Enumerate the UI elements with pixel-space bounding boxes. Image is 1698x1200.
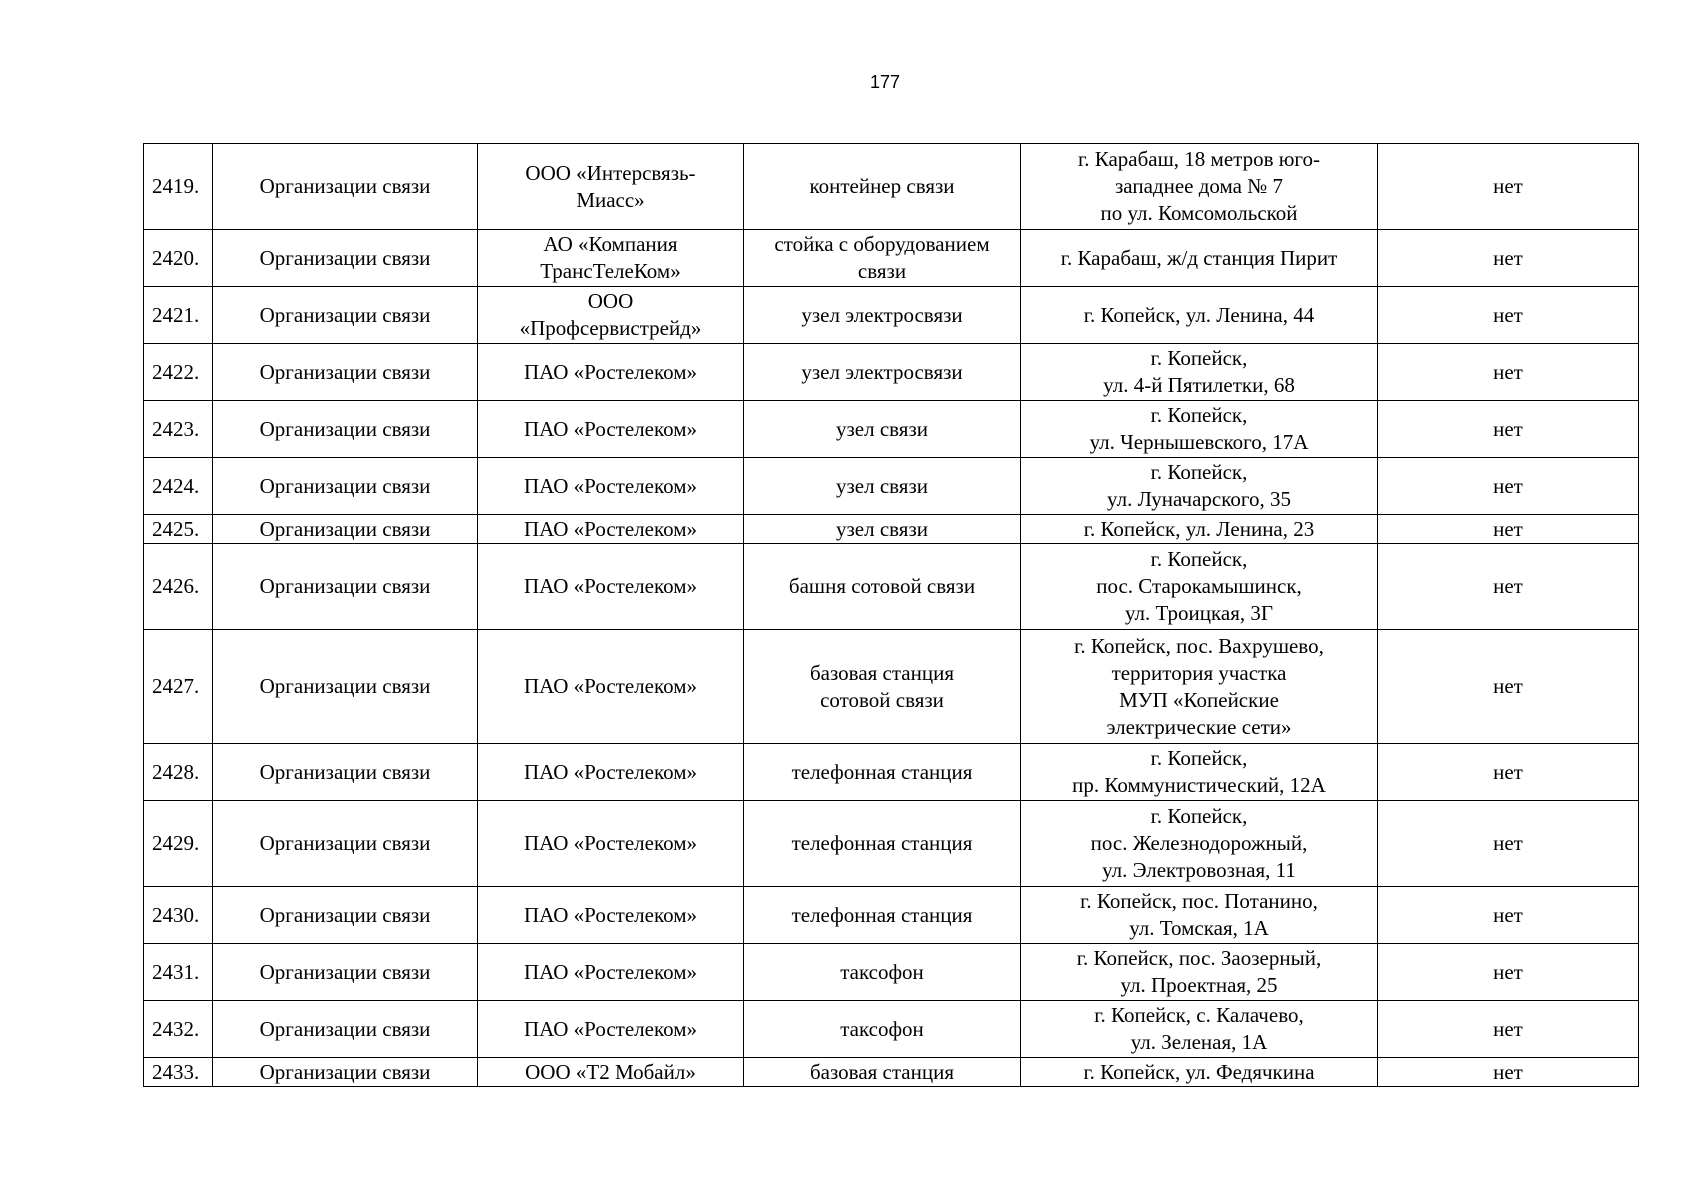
object-type-cell: узел связи	[744, 401, 1021, 458]
organization-cell: ПАО «Ростелеком»	[478, 744, 744, 801]
category-cell: Организации связи	[213, 230, 478, 287]
table-row	[144, 801, 1639, 887]
row-number: 2423.	[144, 401, 213, 458]
category-cell: Организации связи	[213, 144, 478, 230]
row-number: 2425.	[144, 515, 213, 544]
table-row	[144, 744, 1639, 801]
table-row	[144, 944, 1639, 1001]
value-cell: нет	[1378, 944, 1639, 1001]
address-cell: г. Копейск, ул. Ленина, 23	[1021, 515, 1378, 544]
organization-cell: ПАО «Ростелеком»	[478, 887, 744, 944]
table-row	[144, 544, 1639, 630]
address-cell: г. Копейск, с. Калачево, ул. Зеленая, 1А	[1021, 1001, 1378, 1058]
value-cell: нет	[1378, 1058, 1639, 1087]
organization-cell: ООО «Интерсвязь- Миасс»	[478, 144, 744, 230]
value-cell: нет	[1378, 401, 1639, 458]
organization-cell: ПАО «Ростелеком»	[478, 515, 744, 544]
category-cell: Организации связи	[213, 630, 478, 744]
row-number: 2424.	[144, 458, 213, 515]
organization-cell: ПАО «Ростелеком»	[478, 344, 744, 401]
organization-cell: ПАО «Ростелеком»	[478, 544, 744, 630]
address-cell: г. Копейск, пр. Коммунистический, 12А	[1021, 744, 1378, 801]
value-cell: нет	[1378, 630, 1639, 744]
row-number: 2428.	[144, 744, 213, 801]
category-cell: Организации связи	[213, 887, 478, 944]
value-cell: нет	[1378, 1001, 1639, 1058]
table-row	[144, 1001, 1639, 1058]
object-type-cell: узел электросвязи	[744, 344, 1021, 401]
row-number: 2421.	[144, 287, 213, 344]
address-cell: г. Копейск, ул. Ленина, 44	[1021, 287, 1378, 344]
category-cell: Организации связи	[213, 744, 478, 801]
category-cell: Организации связи	[213, 287, 478, 344]
address-cell: г. Карабаш, ж/д станция Пирит	[1021, 230, 1378, 287]
category-cell: Организации связи	[213, 515, 478, 544]
row-number: 2433.	[144, 1058, 213, 1087]
row-number: 2429.	[144, 801, 213, 887]
value-cell: нет	[1378, 744, 1639, 801]
object-type-cell: телефонная станция	[744, 887, 1021, 944]
registry-table	[143, 143, 1639, 1087]
row-number: 2431.	[144, 944, 213, 1001]
value-cell: нет	[1378, 458, 1639, 515]
category-cell: Организации связи	[213, 944, 478, 1001]
address-cell: г. Копейск, ул. Чернышевского, 17А	[1021, 401, 1378, 458]
address-cell: г. Копейск, пос. Потанино, ул. Томская, 1А	[1021, 887, 1378, 944]
row-number: 2420.	[144, 230, 213, 287]
table-row	[144, 401, 1639, 458]
category-cell: Организации связи	[213, 401, 478, 458]
address-cell: г. Копейск, ул. 4-й Пятилетки, 68	[1021, 344, 1378, 401]
address-cell: г. Копейск, пос. Старокамышинск, ул. Троицкая, 3Г	[1021, 544, 1378, 630]
object-type-cell: телефонная станция	[744, 744, 1021, 801]
category-cell: Организации связи	[213, 1058, 478, 1087]
organization-cell: ПАО «Ростелеком»	[478, 458, 744, 515]
address-cell: г. Копейск, пос. Вахрушево, территория участка МУП «Копейские электрические сети»	[1021, 630, 1378, 744]
row-number: 2426.	[144, 544, 213, 630]
organization-cell: ПАО «Ростелеком»	[478, 630, 744, 744]
value-cell: нет	[1378, 230, 1639, 287]
value-cell: нет	[1378, 887, 1639, 944]
object-type-cell: таксофон	[744, 1001, 1021, 1058]
row-number: 2430.	[144, 887, 213, 944]
row-number: 2432.	[144, 1001, 213, 1058]
organization-cell: АО «Компания ТрансТелеКом»	[478, 230, 744, 287]
organization-cell: ПАО «Ростелеком»	[478, 401, 744, 458]
table-row	[144, 1058, 1639, 1087]
address-cell: г. Копейск, пос. Заозерный, ул. Проектная, 25	[1021, 944, 1378, 1001]
table-row	[144, 515, 1639, 544]
category-cell: Организации связи	[213, 801, 478, 887]
organization-cell: ПАО «Ростелеком»	[478, 1001, 744, 1058]
category-cell: Организации связи	[213, 344, 478, 401]
object-type-cell: базовая станция сотовой связи	[744, 630, 1021, 744]
category-cell: Организации связи	[213, 544, 478, 630]
value-cell: нет	[1378, 344, 1639, 401]
address-cell: г. Копейск, ул. Луначарского, 35	[1021, 458, 1378, 515]
value-cell: нет	[1378, 544, 1639, 630]
row-number: 2427.	[144, 630, 213, 744]
address-cell: г. Карабаш, 18 метров юго- западнее дома № 7 по ул. Комсомольской	[1021, 144, 1378, 230]
organization-cell: ПАО «Ростелеком»	[478, 801, 744, 887]
table-body	[144, 144, 1639, 1087]
table-row	[144, 144, 1639, 230]
object-type-cell: башня сотовой связи	[744, 544, 1021, 630]
object-type-cell: узел связи	[744, 458, 1021, 515]
table-row	[144, 887, 1639, 944]
row-number: 2419.	[144, 144, 213, 230]
object-type-cell: стойка с оборудованием связи	[744, 230, 1021, 287]
table-row	[144, 230, 1639, 287]
category-cell: Организации связи	[213, 458, 478, 515]
organization-cell: ООО «Профсервистрейд»	[478, 287, 744, 344]
address-cell: г. Копейск, ул. Федячкина	[1021, 1058, 1378, 1087]
object-type-cell: базовая станция	[744, 1058, 1021, 1087]
organization-cell: ООО «Т2 Мобайл»	[478, 1058, 744, 1087]
table-row	[144, 458, 1639, 515]
value-cell: нет	[1378, 515, 1639, 544]
object-type-cell: контейнер связи	[744, 144, 1021, 230]
table-row	[144, 630, 1639, 744]
table-row	[144, 344, 1639, 401]
row-number: 2422.	[144, 344, 213, 401]
object-type-cell: телефонная станция	[744, 801, 1021, 887]
value-cell: нет	[1378, 287, 1639, 344]
value-cell: нет	[1378, 144, 1639, 230]
organization-cell: ПАО «Ростелеком»	[478, 944, 744, 1001]
category-cell: Организации связи	[213, 1001, 478, 1058]
object-type-cell: узел связи	[744, 515, 1021, 544]
object-type-cell: узел электросвязи	[744, 287, 1021, 344]
value-cell: нет	[1378, 801, 1639, 887]
object-type-cell: таксофон	[744, 944, 1021, 1001]
address-cell: г. Копейск, пос. Железнодорожный, ул. Электровозная, 11	[1021, 801, 1378, 887]
table-row	[144, 287, 1639, 344]
page-number: 177	[869, 72, 901, 92]
